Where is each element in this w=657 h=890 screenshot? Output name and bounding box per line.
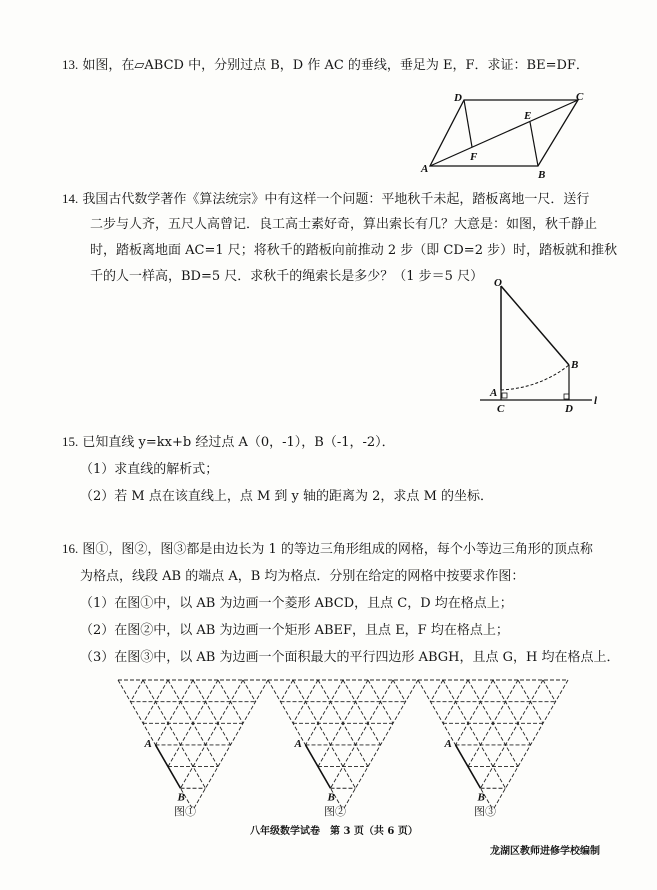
- grid-line: [543, 680, 556, 702]
- q13-label-d: D: [454, 92, 462, 104]
- grid-line: [131, 680, 144, 702]
- grid-line: [331, 680, 394, 788]
- q14-line-1: [62, 190, 589, 209]
- grid-line: [443, 680, 506, 788]
- grid-figure-1: [112, 674, 274, 802]
- q14-swing-figure: [480, 276, 610, 416]
- grid1-label-a: A: [144, 737, 152, 750]
- q14-label-b: B: [571, 359, 579, 371]
- q13-statement: 如图，在▱ABCD 中，分别过点 B，D 作 AC 的垂线，垂足为 E，F．求证：BE=DF．: [82, 58, 589, 73]
- q13-number: 13.: [62, 57, 79, 72]
- page-footer-right: 龙湖区教师进修学校编制: [490, 846, 600, 857]
- grid1-label-b: B: [177, 791, 185, 804]
- q16-part-1: （1）在图①中，以 AB 为边画一个菱形 ABCD，且点 C，D 均在格点上；: [80, 596, 513, 611]
- q16-part-3: （3）在图③中，以 AB 为边画一个面积最大的平行四边形 ABGH，且点 G，H 均在格点上．: [80, 650, 620, 665]
- grid3-label-a: A: [444, 737, 452, 750]
- q14-number: 14.: [62, 191, 79, 206]
- grid-line: [393, 680, 406, 702]
- q14-line-2: 二步与人齐，五尺人高曾记．良工高士素好奇，算出索长有几？大意是：如图，秋千静止: [90, 217, 598, 232]
- q13-label-c: C: [576, 91, 584, 103]
- grid2-label-a: A: [294, 737, 302, 750]
- grid-line: [281, 680, 294, 702]
- q13-label-b: B: [538, 169, 546, 181]
- grid-figure-3: [412, 674, 574, 802]
- q14-label-o: O: [494, 277, 502, 289]
- grid-line: [343, 680, 381, 745]
- grid-line: [306, 680, 344, 745]
- q15-text: [62, 433, 395, 452]
- q13-label-e: E: [524, 110, 532, 122]
- q14-text-1: 我国古代数学著作《算法统宗》中有这样一个问题：平地秋千未起，踏板离地一尺．送行: [82, 192, 590, 207]
- q15-part-1: （1）求直线的解析式；: [80, 462, 219, 477]
- q15-part-2: （2）若 M 点在该直线上，点 M 到 y 轴的距离为 2，求点 M 的坐标．: [80, 489, 494, 504]
- q16-line-1: [62, 540, 593, 559]
- grid2-label-b: B: [327, 791, 335, 804]
- q14-line-3: 时，踏板离地面 AC=1 尺；将秋千的踏板向前推动 2 步（即 CD=2 步）时，踏板就和推秋: [90, 243, 618, 258]
- q13-label-a: A: [421, 163, 429, 175]
- caption-figure-2: 图②: [324, 805, 346, 818]
- grid-line: [156, 680, 194, 745]
- grid-line: [193, 680, 231, 745]
- caption-figure-3: 图③: [474, 805, 496, 818]
- grid-line: [493, 680, 531, 745]
- q16-text-1: 图①，图②，图③都是由边长为 1 的等边三角形组成的网格，每个小等边三角形的顶点称: [82, 542, 593, 557]
- q16-line-2: 为格点，线段 AB 的端点 A，B 均为格点．分别在给定的网格中按要求作图：: [80, 569, 525, 584]
- grid-line: [181, 680, 244, 788]
- grid-figure-2: [262, 674, 424, 802]
- grid3-label-b: B: [477, 791, 485, 804]
- grid-line: [143, 680, 206, 788]
- q13-parallelogram-figure: [420, 91, 590, 181]
- q14-label-l: l: [594, 395, 598, 407]
- page-footer-center: 八年级数学试卷 第 3 页（共 6 页）: [250, 826, 418, 837]
- q13-text: [62, 56, 589, 75]
- q16-part-2: （2）在图②中，以 AB 为边画一个矩形 ABEF，且点 E，F 均在格点上；: [80, 623, 509, 638]
- q14-label-c: C: [497, 403, 505, 415]
- caption-figure-1: 图①: [174, 805, 196, 818]
- q14-line-4: 千的人一样高，BD=5 尺．求秋千的绳索长是多少？（1 步＝5 尺）: [90, 269, 484, 284]
- grid-line: [243, 680, 256, 702]
- q13-label-f: F: [470, 151, 478, 163]
- q15-number: 15.: [62, 434, 79, 449]
- grid-line: [293, 680, 356, 788]
- q16-number: 16.: [62, 541, 79, 556]
- grid-line: [431, 680, 444, 702]
- grid-line: [481, 680, 544, 788]
- q14-label-a: A: [490, 387, 498, 399]
- q14-label-d: D: [565, 403, 573, 415]
- grid-line: [456, 680, 494, 745]
- q15-statement: 已知直线 y=kx+b 经过点 A（0，-1），B（-1，-2）．: [82, 435, 395, 450]
